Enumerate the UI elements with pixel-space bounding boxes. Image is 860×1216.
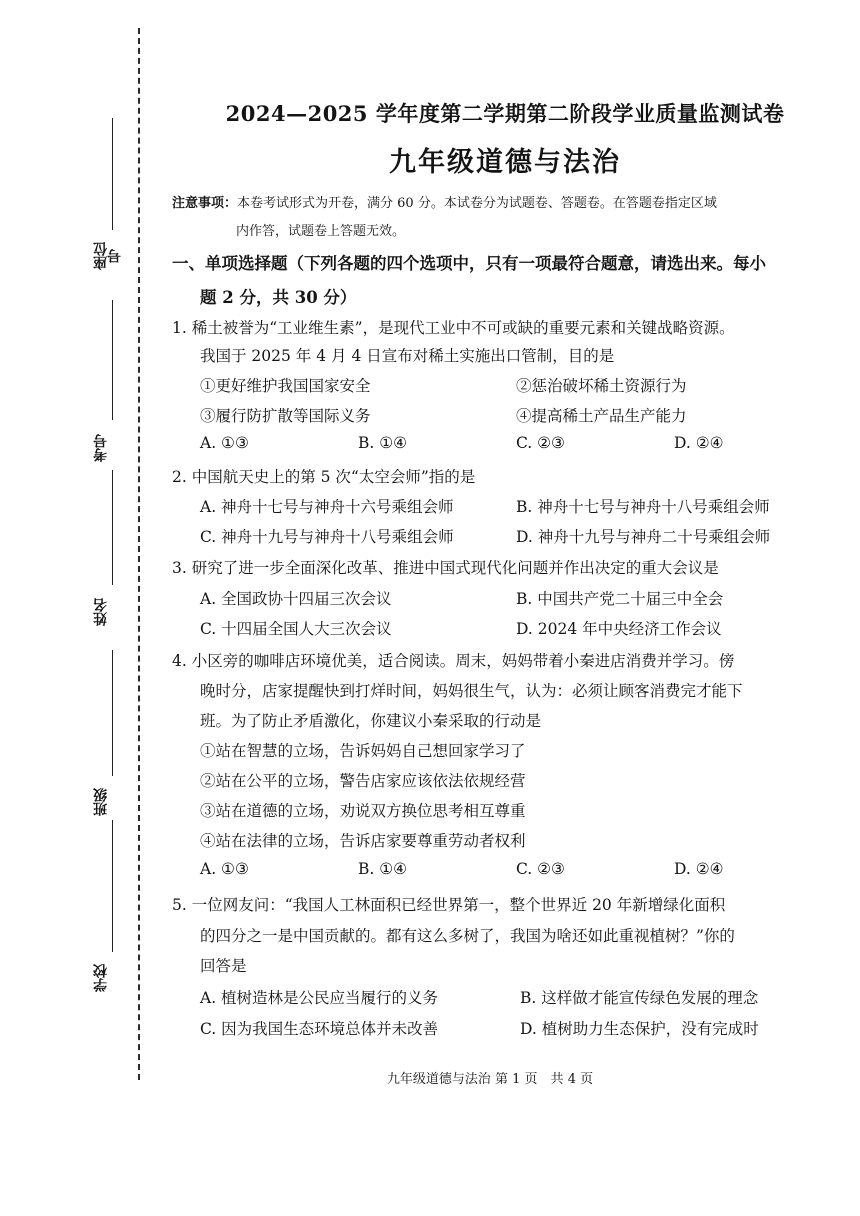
q1-statement-3: ③履行防扩散等国际义务: [200, 407, 371, 425]
q4-statement-2: ②站在公平的立场，警告店家应该依法依规经营: [200, 772, 526, 790]
q3-option-b: B. 中国共产党二十届三中全会: [516, 590, 724, 608]
q5-option-a: A. 植树造林是公民应当履行的义务: [200, 989, 439, 1007]
q4-stem-line1: 4. 小区旁的咖啡店环境优美，适合阅读。周末，妈妈带着小秦进店消费并学习。傍: [172, 652, 735, 670]
notes-line2: 内作答，试题卷上答题无效。: [236, 224, 406, 239]
notes-line1: 本卷考试形式为开卷，满分 60 分。本试卷分为试题卷、答题卷。在答题卷指定区域: [237, 196, 717, 211]
q1-stem-line2: 我国于 2025 年 4 月 4 日宣布对稀土实施出口管制，目的是: [200, 347, 615, 365]
q4-stem-line3: 班。为了防止矛盾激化，你建议小秦采取的行动是: [200, 712, 542, 730]
q2-option-b: B. 神舟十七号与神舟十八号乘组会师: [516, 498, 770, 516]
q1-option-d: D. ②④: [674, 434, 724, 452]
q1-statement-1: ①更好维护我国国家安全: [200, 377, 371, 395]
q1-option-a: A. ①③: [200, 434, 249, 452]
q5-stem-line2: 的四分之一是中国贡献的。都有这么多树了，我国为啥还如此重视植树？”你的: [200, 927, 735, 945]
seat-fill-line: [112, 118, 113, 230]
q3-option-d: D. 2024 年中央经济工作会议: [516, 620, 722, 638]
q4-option-a: A. ①③: [200, 860, 249, 878]
q2-option-c: C. 神舟十九号与神舟十八号乘组会师: [200, 528, 454, 546]
q4-statement-3: ③站在道德的立场，劝说双方换位思考相互尊重: [200, 802, 526, 820]
q1-stem-line1: 1. 稀土被誉为“工业维生素”，是现代工业中不可或缺的重要元素和关键战略资源。: [172, 319, 735, 337]
q3-option-c: C. 十四届全国人大三次会议: [200, 620, 392, 638]
q1-statement-2: ②惩治破坏稀土资源行为: [516, 377, 687, 395]
exam-title: 2024—2025 学年度第二学期第二阶段学业质量监测试卷: [225, 101, 785, 126]
q1-statement-4: ④提高稀土产品生产能力: [516, 407, 687, 425]
class-fill-line: [112, 650, 113, 776]
school-label: 学校: [93, 964, 109, 992]
q5-stem-line1: 5. 一位网友问：“我国人工林面积已经世界第一，整个世界近 20 年新增绿化面积: [172, 896, 726, 914]
q3-stem: 3. 研究了进一步全面深化改革、推进中国式现代化问题并作出决定的重大会议是: [172, 559, 719, 577]
school-fill-line: [112, 820, 113, 952]
q5-stem-line3: 回答是: [200, 957, 247, 975]
q1-option-b: B. ①④: [358, 434, 408, 452]
q5-option-b: B. 这样做才能宣传绿色发展的理念: [520, 989, 759, 1007]
q4-statement-4: ④站在法律的立场，告诉店家要尊重劳动者权利: [200, 832, 526, 850]
q2-option-d: D. 神舟十九号与神舟二十号乘组会师: [516, 528, 771, 546]
q5-option-c: C. 因为我国生态环境总体并未改善: [200, 1020, 439, 1038]
exam-notes: [172, 190, 822, 246]
q4-option-b: B. ①④: [358, 860, 408, 878]
class-label: 班级: [93, 788, 109, 816]
q3-option-a: A. 全国政协十四届三次会议: [200, 590, 392, 608]
q1-option-c: C. ②③: [516, 434, 565, 452]
q2-option-a: A. 神舟十七号与神舟十六号乘组会师: [200, 498, 454, 516]
q2-stem: 2. 中国航天史上的第 5 次“太空会师”指的是: [172, 468, 476, 486]
q5-option-d: D. 植树助力生态保护，没有完成时: [520, 1020, 759, 1038]
exam-no-label: 考号: [93, 434, 109, 462]
q4-statement-1: ①站在智慧的立场，告诉妈妈自己想回家学习了: [200, 742, 526, 760]
name-fill-line: [112, 470, 113, 585]
notes-head: 注意事项：: [172, 196, 238, 211]
section1-heading-line1: 一、单项选择题（下列各题的四个选项中，只有一项最符合题意，请选出来。每小: [172, 254, 766, 273]
q4-stem-line2: 晚时分，店家提醒快到打烊时间，妈妈很生气，认为：必须让顾客消费完才能下: [200, 682, 743, 700]
q4-option-d: D. ②④: [674, 860, 724, 878]
binding-cut-line: [138, 28, 140, 1080]
section1-heading-line2: 题 2 分，共 30 分）: [200, 288, 357, 307]
q4-option-c: C. ②③: [516, 860, 565, 878]
exam-subject: 九年级道德与法治: [389, 147, 621, 178]
name-label: 姓名: [93, 598, 109, 626]
page-footer: 九年级道德与法治 第 1 页 共 4 页: [386, 1072, 594, 1087]
seat-label: 座位号: [93, 242, 123, 270]
exam-no-fill-line: [112, 300, 113, 420]
